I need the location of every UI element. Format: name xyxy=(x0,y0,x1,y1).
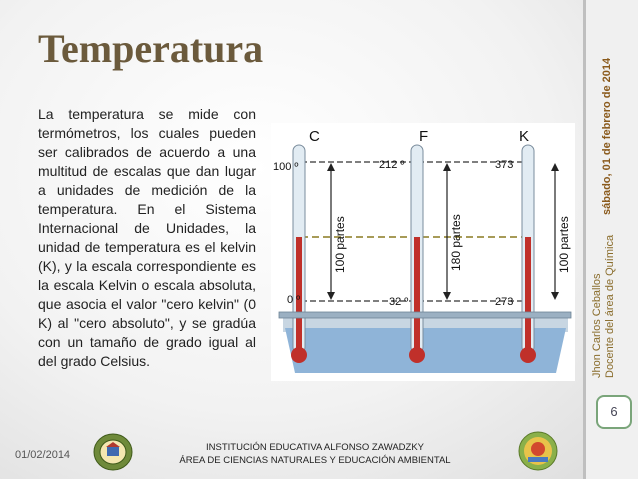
footer-institution xyxy=(160,441,470,467)
author-block xyxy=(591,235,617,378)
school-seal-logo xyxy=(93,433,133,471)
side-date: sábado, 01 de febrero de 2014 xyxy=(601,57,613,215)
body-paragraph: La temperatura se mide con termómetros, los cuales pueden ser calibrados de acuerdo a una multitud de escalas que dan lugar a unidades de medición de la temperatura. En el Sistema Internacional de Unidades, la unidad de temperatura es el kelvin (K), y la escala correspondiente es la escala Kelvin o escala absoluta, que asocia el valor "cero kelvin" (0 K) al "cero absoluto", y se gradúa con un tamaño de grado igual al del grado Celsius. xyxy=(38,106,256,369)
k-top-value: 373 xyxy=(495,159,514,171)
f-top-value: 212 º xyxy=(379,159,405,171)
k-parts-label: 100 partes xyxy=(557,216,571,273)
thermometer-figure xyxy=(271,123,575,381)
c-parts-label: 100 partes xyxy=(333,216,347,273)
k-bottom-value: 273 xyxy=(495,296,514,308)
page-number-badge: 6 xyxy=(596,395,632,429)
footer-date: 01/02/2014 xyxy=(15,449,71,461)
area-name: ÁREA DE CIENCIAS NATURALES Y EDUCACIÓN AMBIENTAL xyxy=(179,455,451,466)
scale-f-label: F xyxy=(419,128,429,145)
f-parts-label: 180 partes xyxy=(449,214,463,271)
scale-k-label: K xyxy=(519,128,530,145)
c-bottom-value: 0 º xyxy=(287,294,301,306)
author-name: Jhon Carlos Ceballos xyxy=(591,273,603,378)
c-top-value: 100 º xyxy=(273,161,299,173)
slide-title: Temperatura xyxy=(38,26,264,71)
f-bottom-value: 32 º xyxy=(389,296,409,308)
scale-c-label: C xyxy=(309,128,320,145)
sidebar-divider xyxy=(583,0,586,479)
author-role: Docente del área de Química xyxy=(604,234,616,378)
area-emblem-logo xyxy=(518,431,558,471)
institution-name: INSTITUCIÓN EDUCATIVA ALFONSO ZAWADZKY xyxy=(206,442,424,453)
